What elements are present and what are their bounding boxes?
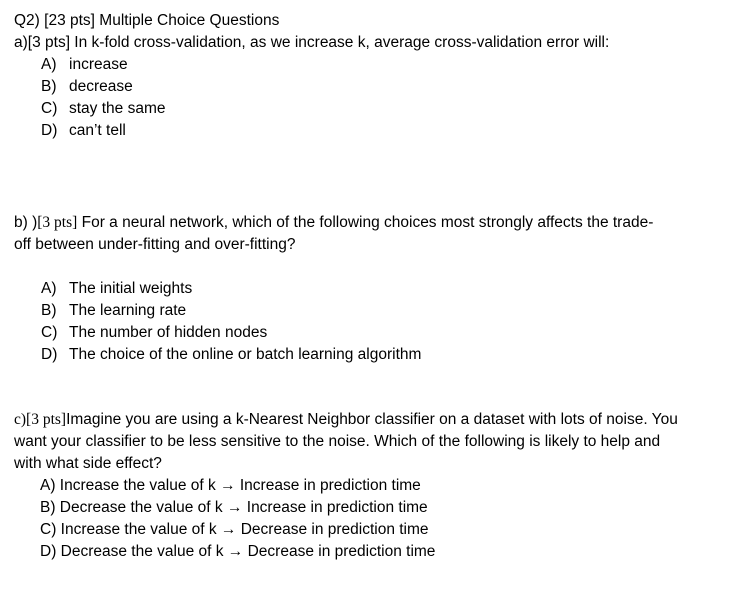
question-b-label-prefix: b) ): [14, 214, 38, 231]
question-a-option: [14, 76, 734, 98]
question-c-stem-line2: want your classifier to be less sensitive to the noise. Which of the following is likely to help and: [14, 433, 661, 450]
question-c: [14, 409, 734, 563]
question-c-option: C) Increase the value of k → Decrease in prediction time: [40, 521, 429, 538]
question-c-stem-line1: [14, 409, 734, 431]
question-b: [14, 212, 734, 366]
question-b-option: [14, 300, 734, 322]
question-a: [14, 32, 734, 142]
option-letter: C): [41, 324, 58, 341]
spacer: [14, 256, 734, 278]
option-letter: A): [41, 56, 57, 73]
question-a-option: [14, 120, 734, 142]
question-c-text-line1: Imagine you are using a k-Nearest Neighbor classifier on a dataset with lots of noise. You: [66, 411, 678, 428]
question-b-option: [14, 278, 734, 300]
question-b-text-line1: For a neural network, which of the following choices most strongly affects the trade-: [77, 214, 654, 231]
option-text: can’t tell: [69, 122, 126, 139]
option-letter: D): [41, 346, 58, 363]
question-a-option: [14, 54, 734, 76]
option-text: The choice of the online or batch learning algorithm: [69, 346, 422, 363]
question-a-option: [14, 98, 734, 120]
option-text: The number of hidden nodes: [69, 324, 268, 341]
question-c-option: A) Increase the value of k → Increase in prediction time: [40, 477, 421, 494]
question-b-stem-line1: [14, 212, 734, 234]
option-letter: C): [41, 100, 58, 117]
question-c-stem-line3: with what side effect?: [14, 455, 162, 472]
question-c-option: B) Decrease the value of k → Increase in prediction time: [40, 499, 428, 516]
option-text: The initial weights: [69, 280, 193, 297]
question-b-stem-line2: off between under-fitting and over-fitting?: [14, 236, 296, 253]
spacer: [14, 366, 734, 409]
option-text: decrease: [69, 78, 133, 95]
option-text: increase: [69, 56, 128, 73]
option-letter: A): [41, 280, 57, 297]
question-c-option: D) Decrease the value of k → Decrease in prediction time: [40, 543, 436, 560]
question-b-option: [14, 322, 734, 344]
spacer: [14, 142, 734, 212]
option-letter: B): [41, 302, 57, 319]
question-b-option: [14, 344, 734, 366]
question-b-label: [3 pts]: [37, 214, 78, 231]
option-text: The learning rate: [69, 302, 187, 319]
option-letter: D): [41, 122, 58, 139]
question-a-label: a)[3 pts]: [14, 34, 70, 51]
question-c-label: c)[3 pts]: [14, 411, 67, 428]
question-a-stem: [14, 32, 734, 54]
document-page: [14, 10, 734, 563]
question-a-text: In k-fold cross-validation, as we increase k, average cross-validation error will:: [70, 34, 610, 51]
option-text: stay the same: [69, 100, 166, 117]
section-header: Q2) [23 pts] Multiple Choice Questions: [14, 12, 280, 29]
option-letter: B): [41, 78, 57, 95]
